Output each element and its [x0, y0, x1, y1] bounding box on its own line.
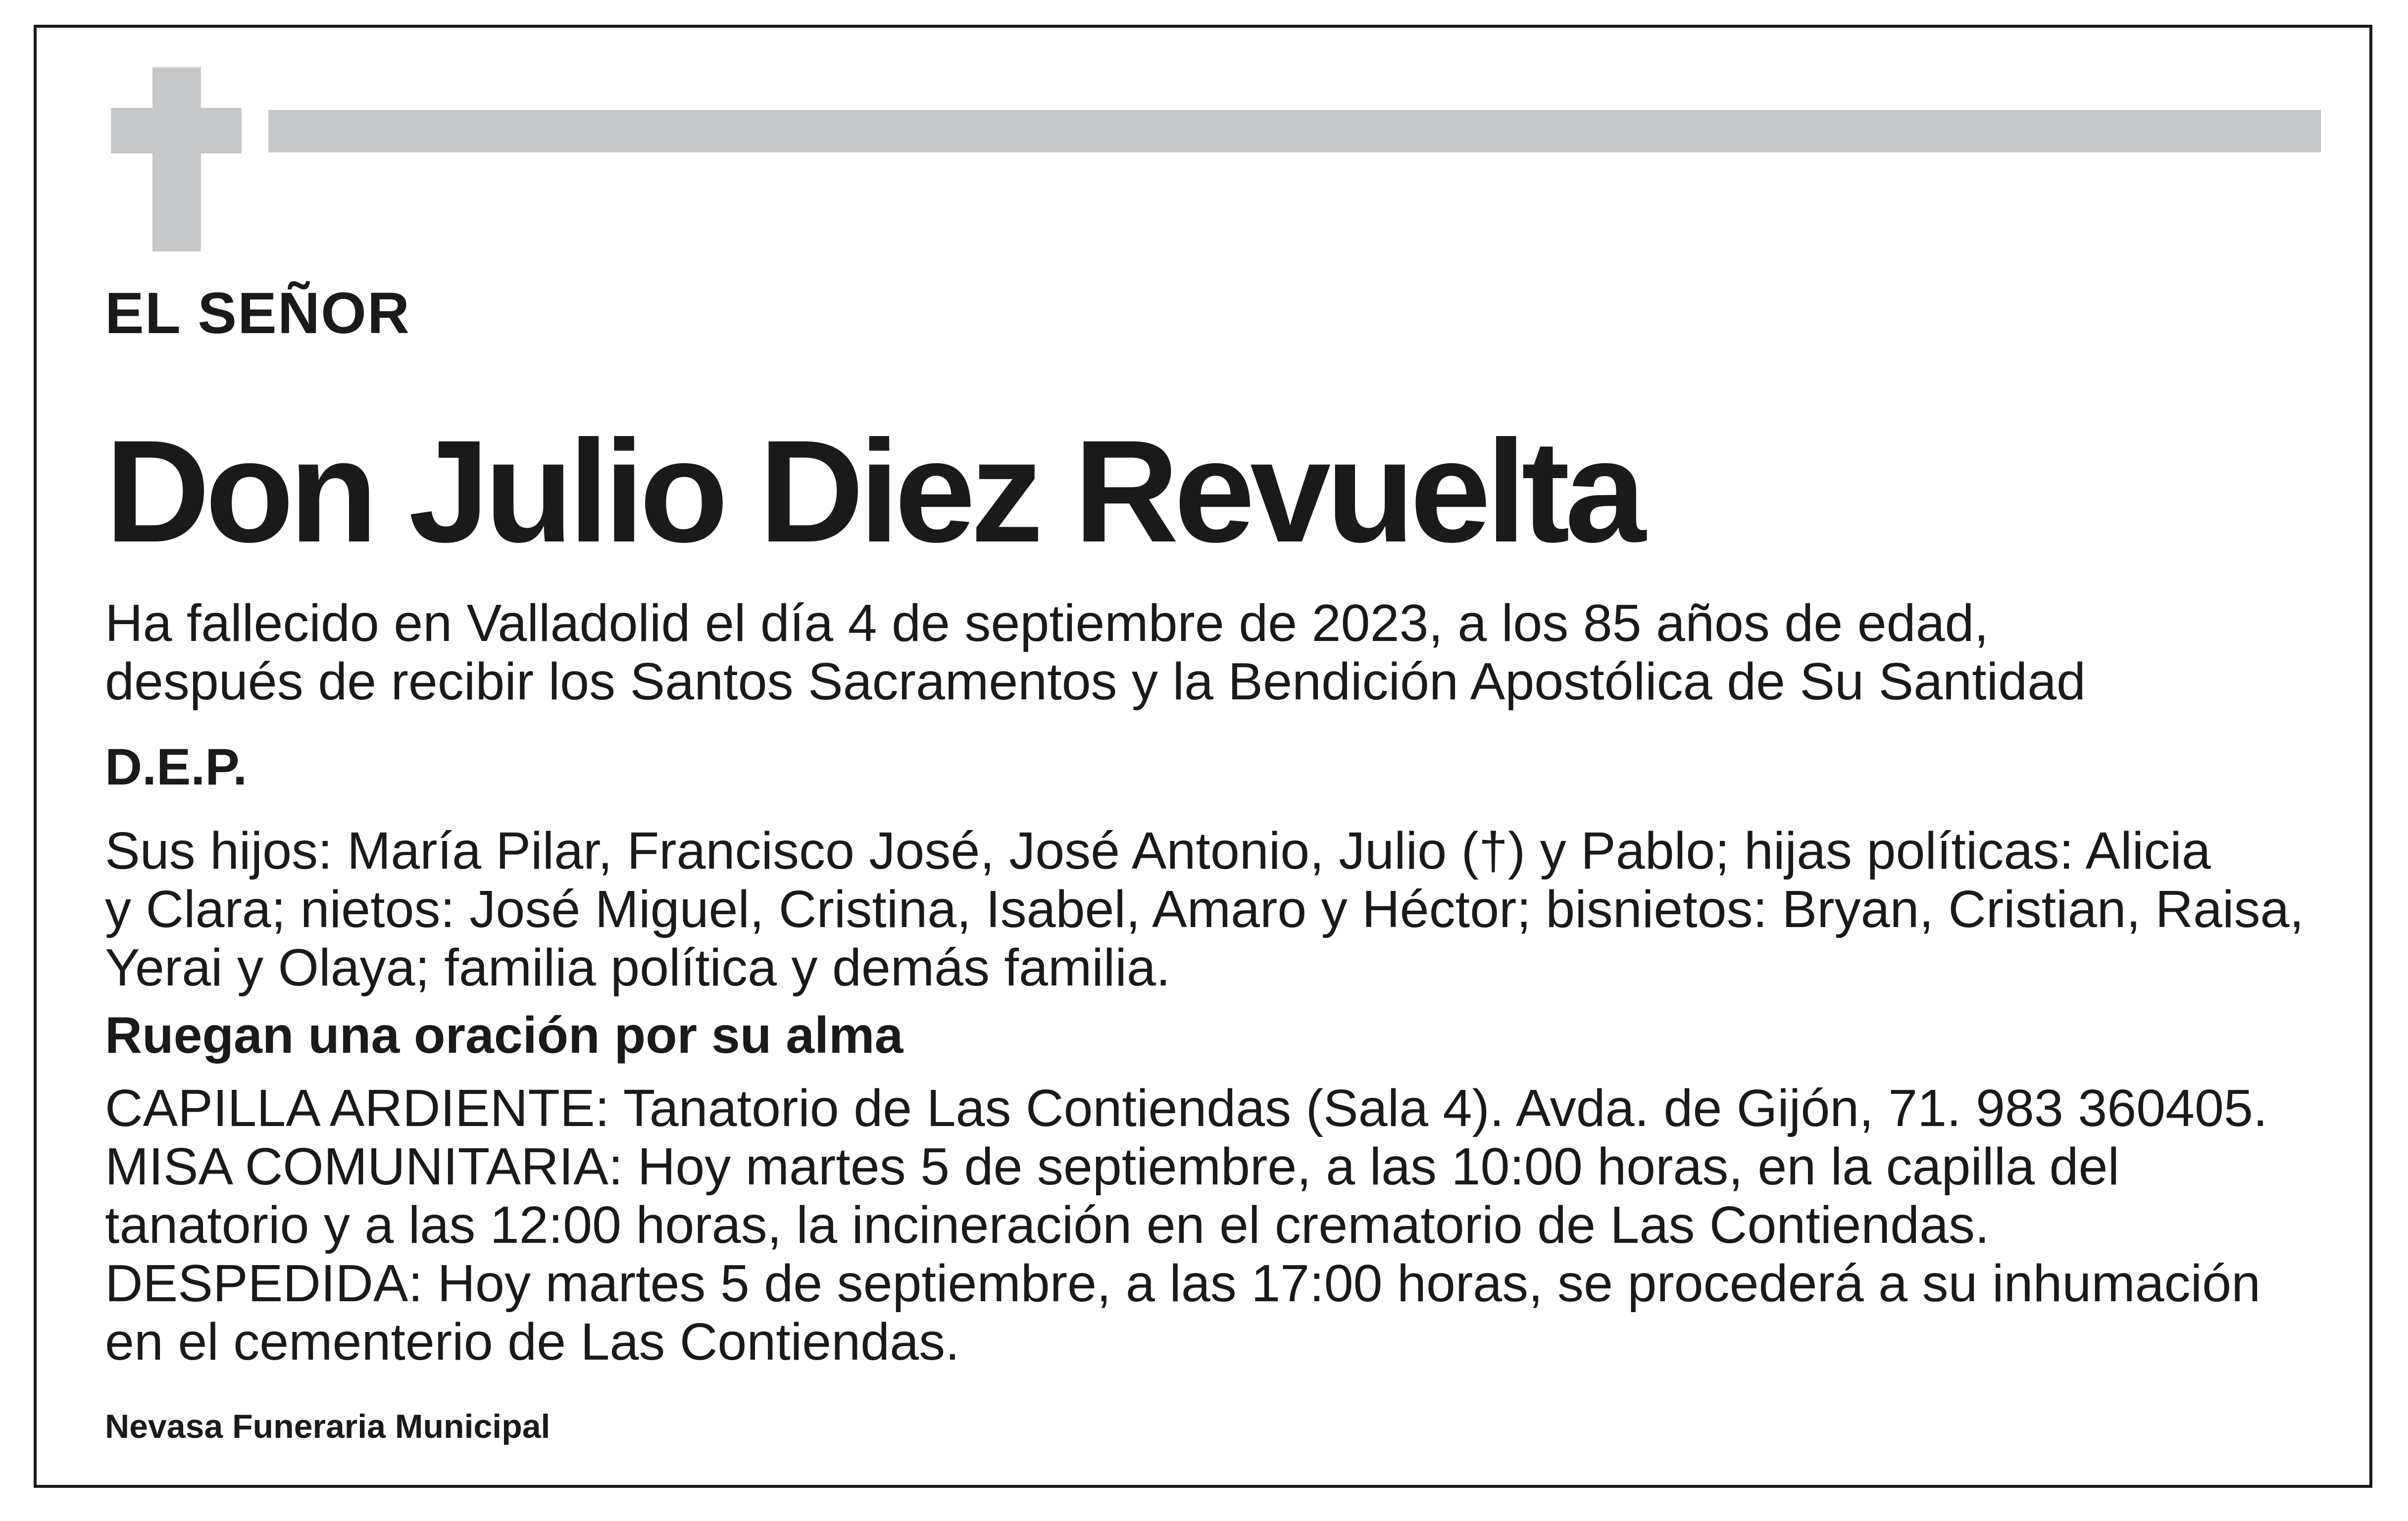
service-line: DESPEDIDA: Hoy martes 5 de septiembre, a las 17:00 horas, se procederá a su inhumación: [105, 1254, 2261, 1313]
funeral-home-name: Nevasa Funeraria Municipal: [105, 1408, 551, 1445]
death-announcement: [105, 594, 2086, 711]
notice-title: EL SEÑOR: [105, 281, 411, 346]
service-line: CAPILLA ARDIENTE: Tanatorio de Las Contiendas (Sala 4). Avda. de Gijón, 71. 983 360405.: [105, 1079, 2268, 1137]
announcement-line: Ha fallecido en Valladolid el día 4 de septiembre de 2023, a los 85 años de edad,: [105, 594, 1989, 652]
service-line: en el cementerio de Las Contiendas.: [105, 1313, 960, 1371]
prayer-request: Ruegan una oración por su alma: [105, 1007, 903, 1064]
cross-horizontal-bar: [111, 108, 242, 153]
family-list: [105, 822, 2304, 997]
service-details: [105, 1079, 2267, 1371]
family-line: Sus hijos: María Pilar, Francisco José, José Antonio, Julio (†) y Pablo; hijas políticas: Alicia: [105, 822, 2211, 880]
header-rule: [268, 110, 2321, 152]
dep-label: D.E.P.: [105, 738, 248, 796]
cross-vertical-bar: [152, 67, 201, 251]
announcement-line: después de recibir los Santos Sacramentos y la Bendición Apostólica de Su Santidad: [105, 652, 2086, 711]
deceased-name: Don Julio Diez Revuelta: [105, 410, 1641, 573]
service-line: MISA COMUNITARIA: Hoy martes 5 de septiembre, a las 10:00 horas, en la capilla del: [105, 1137, 2119, 1196]
family-line: y Clara; nietos: José Miguel, Cristina, Isabel, Amaro y Héctor; bisnietos: Bryan, Cristian, Raisa,: [105, 880, 2304, 938]
service-line: tanatorio y a las 12:00 horas, la incineración en el crematorio de Las Contiendas.: [105, 1196, 1990, 1254]
family-line: Yerai y Olaya; familia política y demás familia.: [105, 938, 1171, 997]
